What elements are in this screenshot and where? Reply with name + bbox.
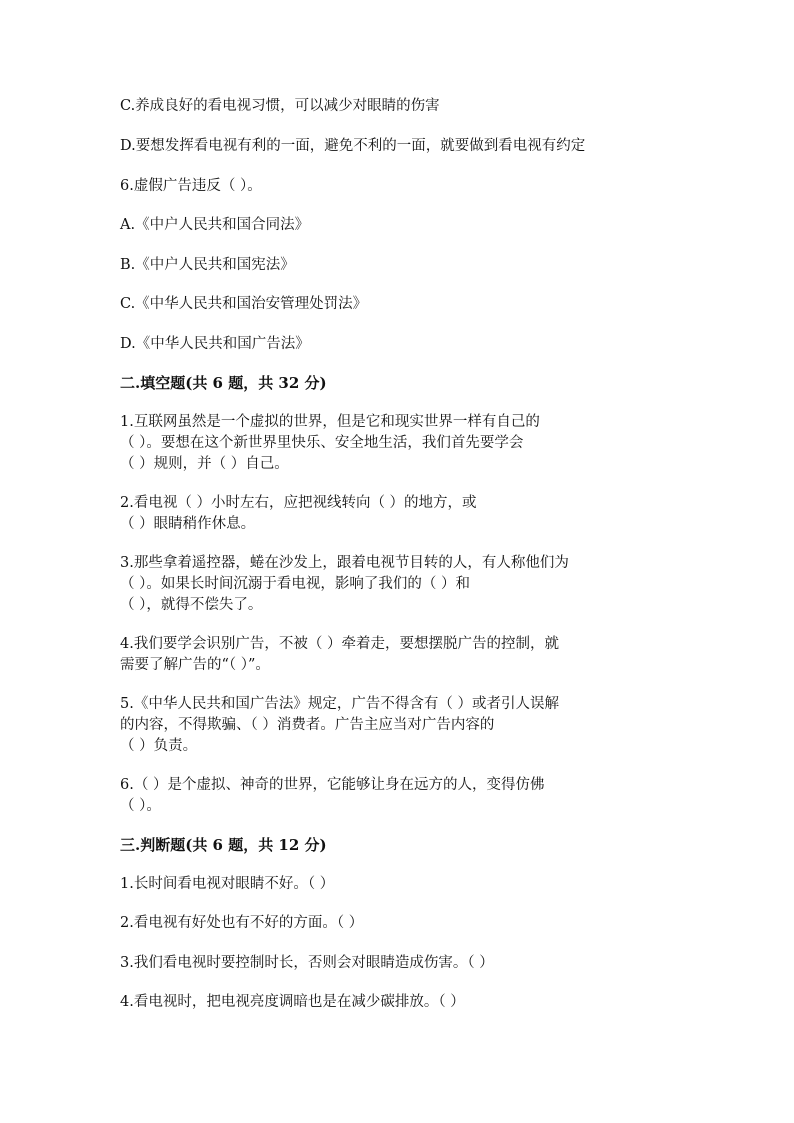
question-6-option-b: B.《中户人民共和国宪法》 [120,257,295,273]
section-3-heading: 三.判断题(共 6 题，共 12 分) [120,836,327,854]
fill-q1-line3: （ ）规则，并（ ）自己。 [120,456,289,472]
option-c-prev: C.养成良好的看电视习惯，可以减少对眼睛的伤害 [120,98,440,114]
fill-q3-line1: 3.那些拿着遥控器，蜷在沙发上，跟着电视节目转的人，有人称他们为 [120,555,569,571]
fill-q6-line1: 6.（ ）是个虚拟、神奇的世界，它能够让身在远方的人，变得仿佛 [120,777,545,793]
fill-q3-line3: （ ），就得不偿失了。 [120,597,263,613]
judge-q4: 4.看电视时，把电视亮度调暗也是在减少碳排放。（ ） [120,994,465,1010]
fill-q2-line1: 2.看电视（ ）小时左右，应把视线转向（ ）的地方，或 [120,495,477,511]
fill-q5-line1: 5.《中华人民共和国广告法》规定，广告不得含有（ ）或者引人误解 [120,696,559,712]
question-6-stem: 6.虚假广告违反（ ）。 [120,178,262,194]
section-2-heading: 二.填空题(共 6 题，共 32 分) [120,374,327,392]
fill-q4-line2: 需要了解广告的“（ ）”。 [120,657,270,673]
fill-q2-line2: （ ）眼睛稍作休息。 [120,516,256,532]
fill-q4-line1: 4.我们要学会识别广告，不被（ ）牵着走，要想摆脱广告的控制，就 [120,636,559,652]
question-6-option-a: A.《中户人民共和国合同法》 [120,217,310,233]
option-d-prev: D.要想发挥看电视有利的一面，避免不利的一面，就要做到看电视有约定 [120,138,586,154]
fill-q3-line2: （ ）。如果长时间沉溺于看电视，影响了我们的（ ）和 [120,576,470,592]
fill-q5-line2: 的内容，不得欺骗、（ ）消费者。广告主应当对广告内容的 [120,717,495,733]
judge-q2: 2.看电视有好处也有不好的方面。（ ） [120,915,364,931]
fill-q5-line3: （ ）负责。 [120,738,198,754]
judge-q3: 3.我们看电视时要控制时长，否则会对眼睛造成伤害。（ ） [120,955,494,971]
question-6-option-c: C.《中华人民共和国治安管理处罚法》 [120,296,368,312]
fill-q6-line2: （ ）。 [120,798,161,814]
judge-q1: 1.长时间看电视对眼睛不好。（ ） [120,876,335,892]
fill-q1-line2: （ ）。要想在这个新世界里快乐、安全地生活，我们首先要学会 [120,435,524,451]
question-6-option-d: D.《中华人民共和国广告法》 [120,336,310,352]
fill-q1-line1: 1.互联网虽然是一个虚拟的世界，但是它和现实世界一样有自己的 [120,414,540,430]
